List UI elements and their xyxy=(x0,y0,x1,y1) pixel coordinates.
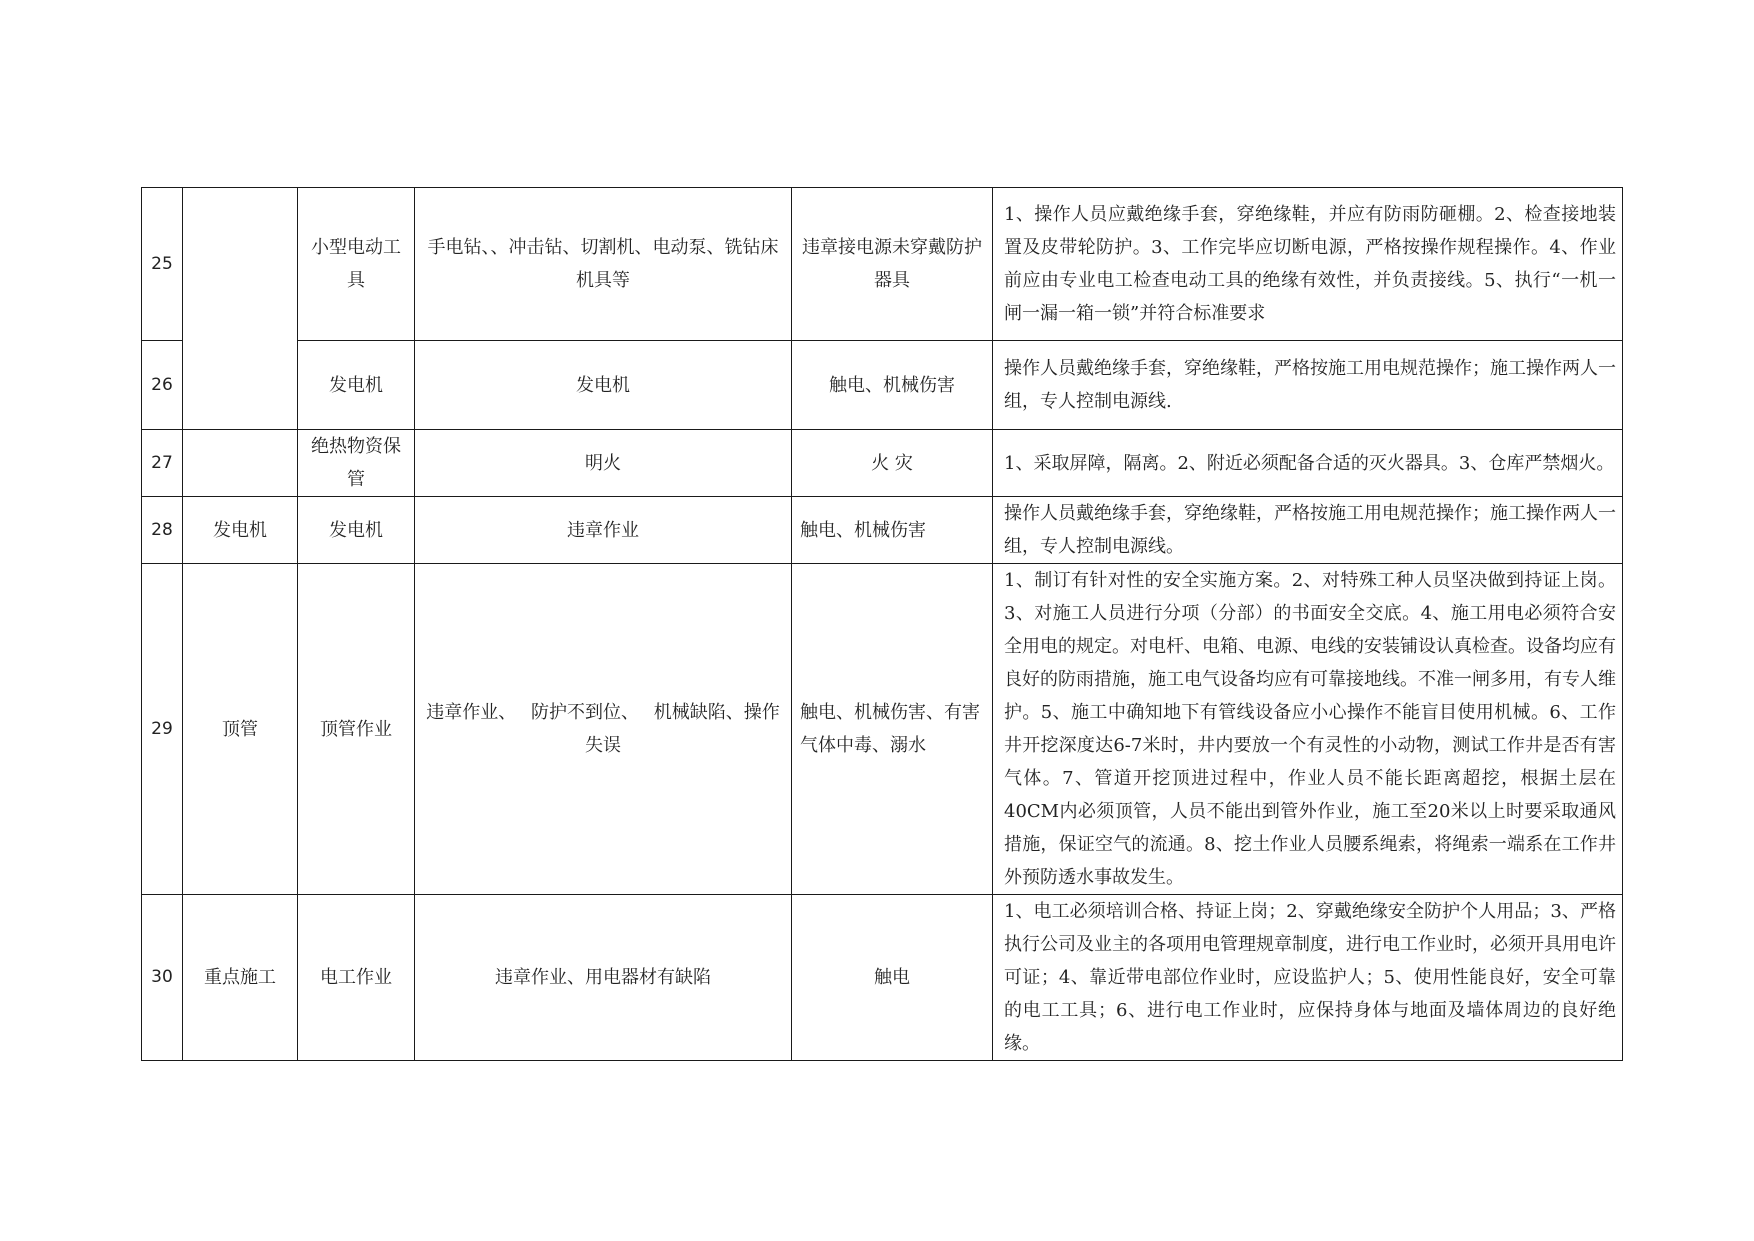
row-number: 29 xyxy=(142,564,183,895)
item-cell: 顶管作业 xyxy=(298,564,415,895)
table-row xyxy=(142,430,1623,497)
row-number: 28 xyxy=(142,497,183,564)
hazard-source-cell: 手电钻、、冲击钻、切割机、电动泵、铣钻床机具等 xyxy=(415,188,792,341)
control-measures-cell: 操作人员戴绝缘手套，穿绝缘鞋，严格按施工用电规范操作；施工操作两人一组，专人控制电源线。 xyxy=(993,497,1623,564)
table-row xyxy=(142,895,1623,1061)
category-cell: 顶管 xyxy=(183,564,298,895)
item-cell: 电工作业 xyxy=(298,895,415,1061)
control-measures-cell: 1、操作人员应戴绝缘手套，穿绝缘鞋，并应有防雨防砸棚。2、检查接地装置及皮带轮防护。3、工作完毕应切断电源，严格按操作规程操作。4、作业前应由专业电工检查电动工具的绝缘有效性，并负责接线。5、执行“一机一闸一漏一箱一锁”并符合标准要求 xyxy=(993,188,1623,341)
hazard-type-cell: 触电、机械伤害 xyxy=(792,341,993,430)
row-number: 27 xyxy=(142,430,183,497)
hazard-measures-table xyxy=(141,187,1623,1061)
category-cell: 发电机 xyxy=(183,497,298,564)
hazard-type-cell: 违章接电源未穿戴防护器具 xyxy=(792,188,993,341)
item-cell: 绝热物资保管 xyxy=(298,430,415,497)
row-number: 26 xyxy=(142,341,183,430)
hazard-source-cell: 明火 xyxy=(415,430,792,497)
table-row xyxy=(142,497,1623,564)
hazard-type-cell: 触电、机械伤害、有害气体中毒、溺水 xyxy=(792,564,993,895)
control-measures-cell: 1、采取屏障，隔离。2、附近必须配备合适的灭火器具。3、仓库严禁烟火。 xyxy=(993,430,1623,497)
table-row xyxy=(142,564,1623,895)
hazard-source-cell: 违章作业、用电器材有缺陷 xyxy=(415,895,792,1061)
row-number: 30 xyxy=(142,895,183,1061)
hazard-type-cell: 触电 xyxy=(792,895,993,1061)
category-cell: 重点施工 xyxy=(183,895,298,1061)
control-measures-cell: 1、制订有针对性的安全实施方案。2、对特殊工种人员坚决做到持证上岗。3、对施工人员进行分项（分部）的书面安全交底。4、施工用电必须符合安全用电的规定。对电杆、电箱、电源、电线的安装铺设认真检查。设备均应有良好的防雨措施，施工电气设备均应有可靠接地线。不准一闸多用，有专人维护。5、施工中确知地下有管线设备应小心操作不能盲目使用机械。6、工作井开挖深度达6-7米时，井内要放一个有灵性的小动物，测试工作井是否有害气体。7、管道开挖顶进过程中，作业人员不能长距离超挖，根据土层在40CM内必须顶管，人员不能出到管外作业，施工至20米以上时要采取通风措施，保证空气的流通。8、挖土作业人员腰系绳索，将绳索一端系在工作井外预防透水事故发生。 xyxy=(993,564,1623,895)
control-measures-cell: 操作人员戴绝缘手套，穿绝缘鞋，严格按施工用电规范操作；施工操作两人一组，专人控制电源线. xyxy=(993,341,1623,430)
table-row xyxy=(142,188,1623,341)
hazard-source-cell: 违章作业、 防护不到位、 机械缺陷、操作失误 xyxy=(415,564,792,895)
control-measures-cell: 1、电工必须培训合格、持证上岗；2、穿戴绝缘安全防护个人用品；3、严格执行公司及业主的各项用电管理规章制度，进行电工作业时，必须开具用电许可证；4、靠近带电部位作业时，应设监护人；5、使用性能良好，安全可靠的电工工具；6、进行电工作业时，应保持身体与地面及墙体周边的良好绝缘。 xyxy=(993,895,1623,1061)
hazard-source-cell: 违章作业 xyxy=(415,497,792,564)
item-cell: 发电机 xyxy=(298,497,415,564)
hazard-type-cell: 火 灾 xyxy=(792,430,993,497)
table-row xyxy=(142,341,1623,430)
item-cell: 发电机 xyxy=(298,341,415,430)
hazard-source-cell: 发电机 xyxy=(415,341,792,430)
hazard-type-cell: 触电、机械伤害 xyxy=(792,497,993,564)
category-cell xyxy=(183,188,298,430)
category-cell xyxy=(183,430,298,497)
item-cell: 小型电动工具 xyxy=(298,188,415,341)
row-number: 25 xyxy=(142,188,183,341)
